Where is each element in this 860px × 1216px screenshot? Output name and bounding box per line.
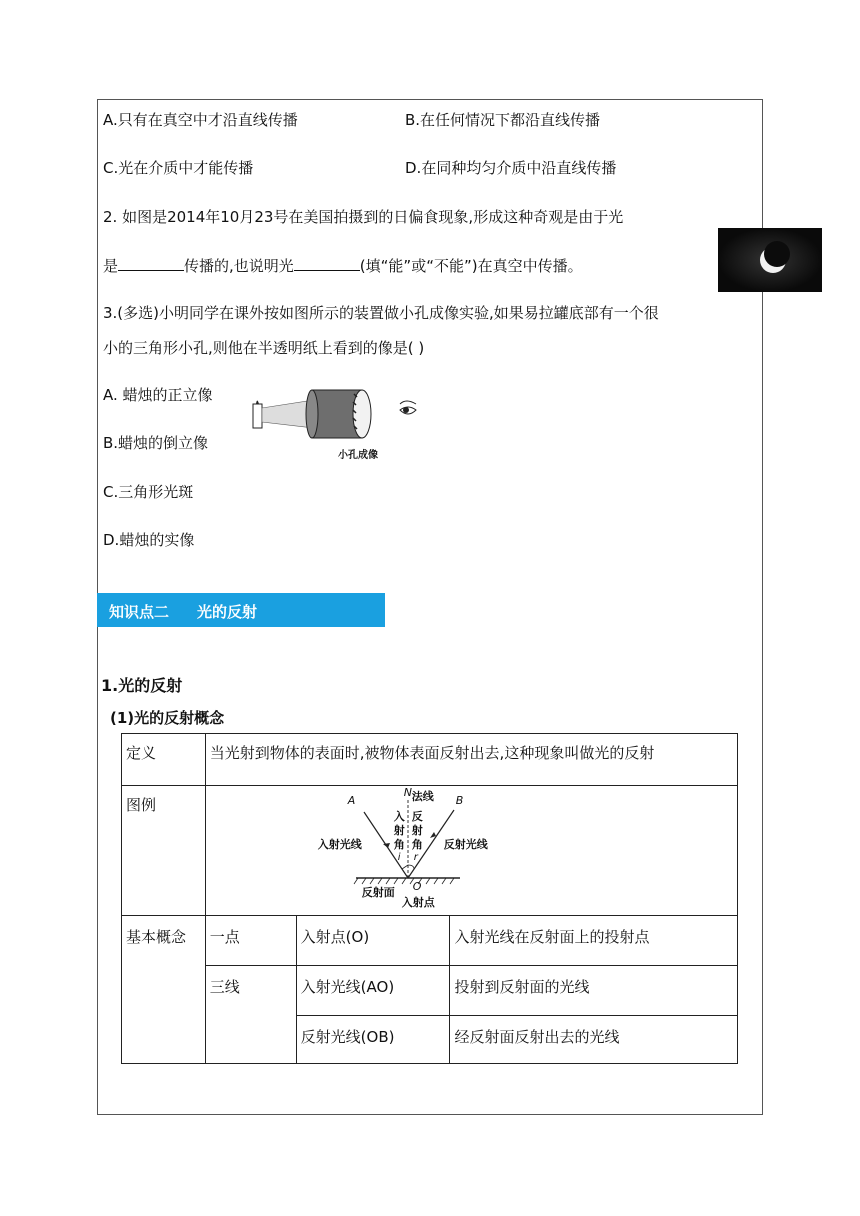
desc-cell: 投射到反射面的光线 <box>450 966 738 1016</box>
reflection-diagram-cell <box>205 786 737 916</box>
table-row <box>122 734 738 786</box>
desc-cell: 经反射面反射出去的光线 <box>450 1016 738 1064</box>
q2-line2 <box>103 256 583 276</box>
q2-blank-1[interactable] <box>118 256 184 271</box>
section-header <box>97 593 385 627</box>
pinhole-figure <box>250 382 430 462</box>
heading-concept: (1)光的反射概念 <box>110 709 225 727</box>
pinhole-caption: 小孔成像 <box>338 450 378 461</box>
term-cell: 入射点(O) <box>296 916 450 966</box>
q2-line1: 2. 如图是2014年10月23号在美国拍摄到的日偏食现象,形成这种奇观是由于光 <box>103 208 624 226</box>
q2-blank-2[interactable] <box>294 256 360 271</box>
q3-line1: 3.(多选)小明同学在课外按如图所示的装置做小孔成像实验,如果易拉罐底部有一个很 <box>103 304 659 322</box>
q1-option-b: B.在任何情况下都沿直线传播 <box>405 111 601 129</box>
label-o: O <box>412 880 422 893</box>
section-title: 光的反射 <box>197 603 258 621</box>
reflection-diagram <box>318 786 518 914</box>
label-b: B <box>455 794 464 807</box>
label-i: i <box>397 852 401 863</box>
q1-option-d: D.在同种均匀介质中沿直线传播 <box>405 159 617 177</box>
q1-option-a: A.只有在真空中才沿直线传播 <box>103 111 298 129</box>
label-incident-ray: 入射光线 <box>317 838 362 851</box>
definition-label: 定义 <box>122 734 206 786</box>
incident-angle-char: 角 <box>393 838 405 851</box>
label-a: A <box>347 794 356 807</box>
term-cell: 入射光线(AO) <box>296 966 450 1016</box>
table-row <box>122 786 738 916</box>
q1-option-c: C.光在介质中才能传播 <box>103 159 254 177</box>
concept-table <box>121 733 738 1064</box>
section-number: 知识点二 <box>109 603 170 621</box>
desc-cell: 入射光线在反射面上的投射点 <box>450 916 738 966</box>
reflect-angle-char: 射 <box>411 824 423 837</box>
incident-angle-char: 射 <box>393 824 405 837</box>
label-surface: 反射面 <box>361 886 395 899</box>
table-row <box>122 966 738 1016</box>
label-r: r <box>413 852 418 863</box>
label-point: 入射点 <box>401 896 435 909</box>
three-lines-label: 三线 <box>205 966 296 1064</box>
q3-option-d: D.蜡烛的实像 <box>103 531 195 549</box>
eclipse-photo <box>718 228 822 292</box>
q2-suffix: (填“能”或“不能”)在真空中传播。 <box>359 257 583 275</box>
heading-reflection: 1.光的反射 <box>101 676 183 695</box>
definition-text: 当光射到物体的表面时,被物体表面反射出去,这种现象叫做光的反射 <box>205 734 737 786</box>
q2-middle: 传播的,也说明光 <box>184 257 294 275</box>
label-n: N <box>403 786 413 799</box>
label-reflected-ray: 反射光线 <box>443 838 488 851</box>
one-point-label: 一点 <box>205 916 296 966</box>
incident-angle-char: 入 <box>393 810 405 823</box>
q2-prefix: 是 <box>103 257 119 275</box>
term-cell: 反射光线(OB) <box>296 1016 450 1064</box>
q3-option-b: B.蜡烛的倒立像 <box>103 434 209 452</box>
q3-option-c: C.三角形光斑 <box>103 483 194 501</box>
basic-label: 基本概念 <box>122 916 206 1064</box>
table-row <box>122 916 738 966</box>
figure-label: 图例 <box>122 786 206 916</box>
reflect-angle-char: 反 <box>411 810 423 823</box>
reflect-angle-label <box>412 810 423 852</box>
q3-option-a: A. 蜡烛的正立像 <box>103 386 213 404</box>
q3-line2: 小的三角形小孔,则他在半透明纸上看到的像是( ) <box>103 339 425 357</box>
incident-angle-label <box>394 810 405 852</box>
label-normal: 法线 <box>411 790 434 803</box>
reflect-angle-char: 角 <box>411 838 423 851</box>
